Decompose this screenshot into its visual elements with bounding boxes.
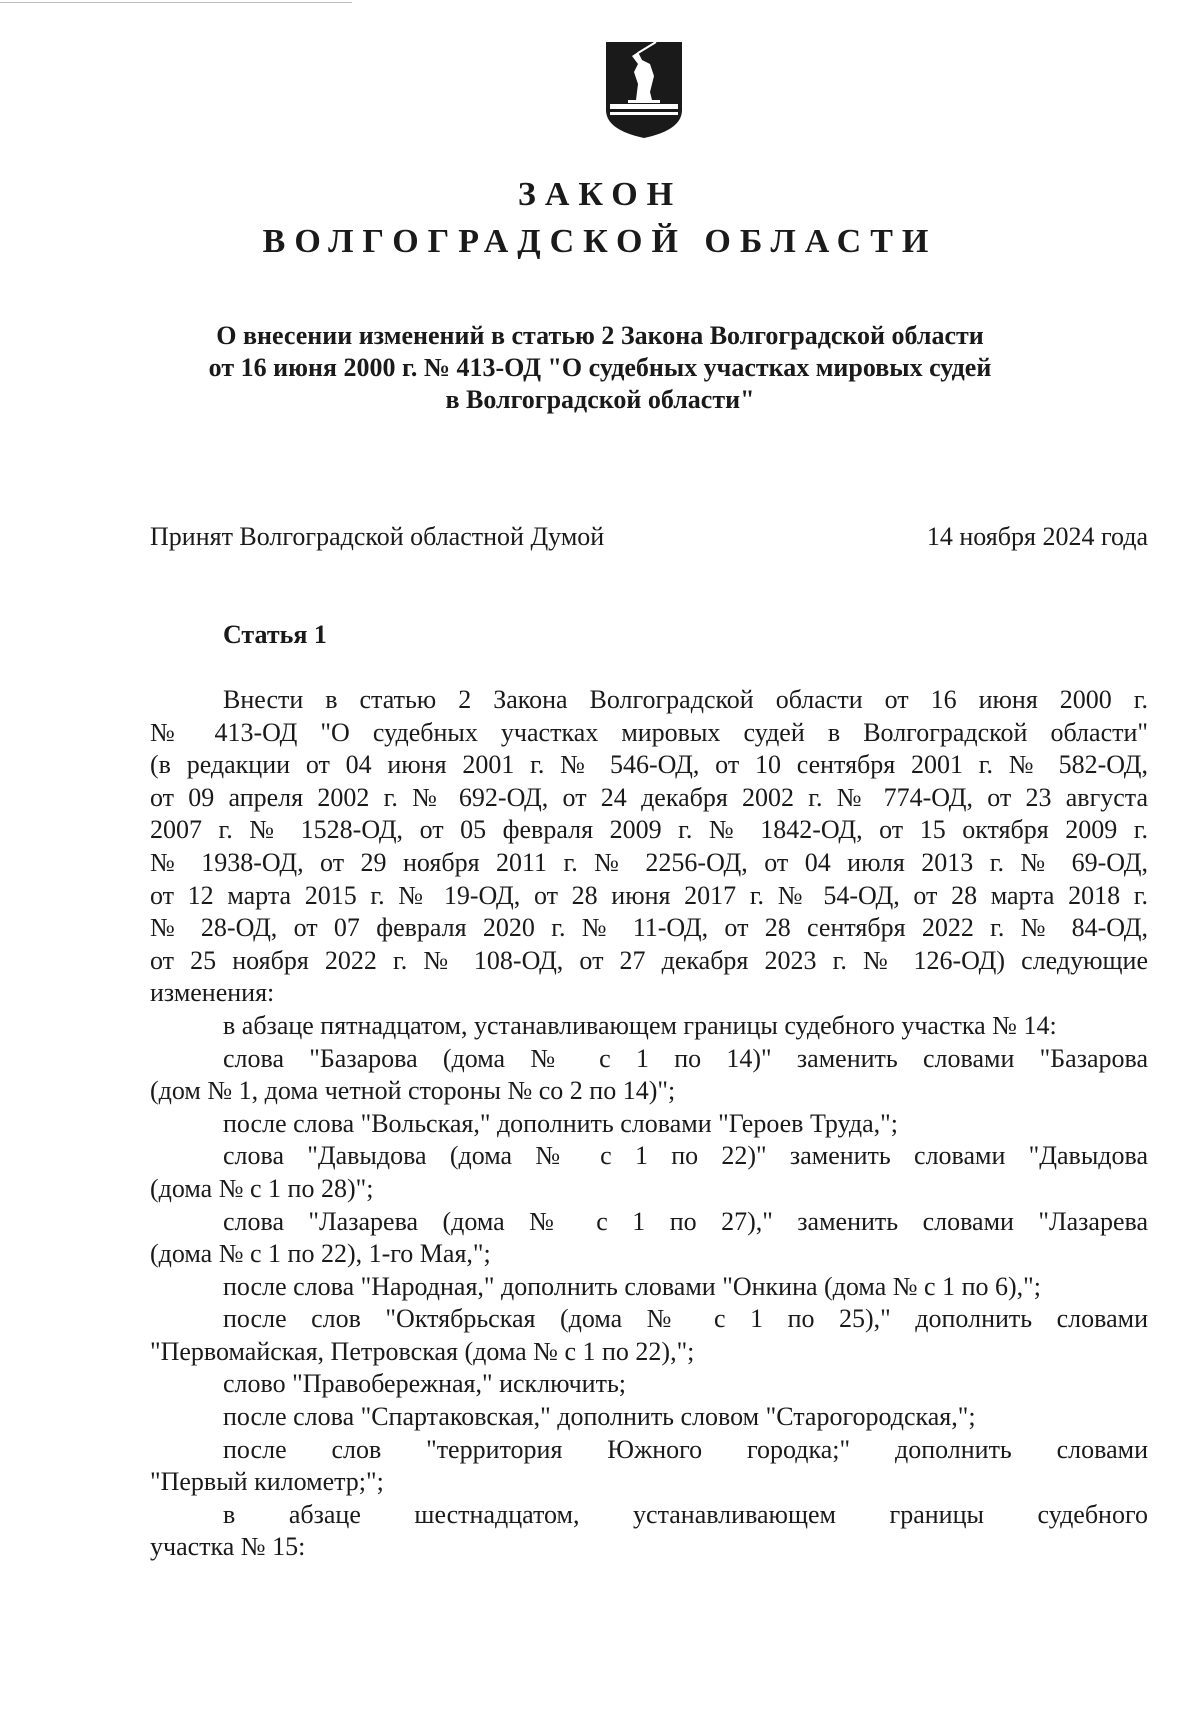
body-line: слова "Давыдова (дома № с 1 по 22)" заменить словами "Давыдова [223, 1141, 1148, 1171]
body-line: слова "Лазарева (дома № с 1 по 27)," заменить словами "Лазарева [223, 1206, 1148, 1236]
body-line: (дом № 1, дома четной стороны № со 2 по 14)"; [150, 1076, 676, 1106]
law-region-title: ВОЛГОГРАДСКОЙ ОБЛАСТИ [262, 223, 938, 260]
body-line: от 25 ноября 2022 г. № 108-ОД, от 27 декабря 2023 г. № 126-ОД) следующие [150, 945, 1148, 975]
body-line: в абзаце шестнадцатом, устанавливающем границы судебного [223, 1499, 1148, 1529]
body-line: № 413-ОД "О судебных участках мировых судей в Волгоградской области" [150, 717, 1148, 747]
body-line: в абзаце пятнадцатом, устанавливающем границы судебного участка № 14: [223, 1010, 1057, 1040]
body-line: слова "Базарова (дома № с 1 по 14)" заменить словами "Базарова [223, 1043, 1148, 1073]
body-line: 2007 г. № 1528-ОД, от 05 февраля 2009 г. № 1842-ОД, от 15 октября 2009 г. [150, 815, 1148, 845]
scan-edge-line [0, 2, 352, 3]
body-line: (в редакции от 04 июня 2001 г. № 546-ОД, от 10 сентября 2001 г. № 582-ОД, [150, 750, 1148, 780]
subject-line: в Волгоградской области" [445, 385, 755, 414]
adoption-row [150, 522, 1148, 552]
body-line: после слова "Вольская," дополнить словами "Героев Труда,"; [223, 1108, 898, 1138]
law-title: ЗАКОН [517, 176, 683, 213]
article-heading: Статья 1 [223, 620, 327, 649]
body-line: Внести в статью 2 Закона Волгоградской области от 16 июня 2000 г. [223, 685, 1148, 714]
adopted-date: 14 ноября 2024 года [926, 522, 1148, 551]
law-subject [150, 320, 1050, 416]
body-line: № 28-ОД, от 07 февраля 2020 г. № 11-ОД, от 28 сентября 2022 г. № 84-ОД, [150, 913, 1148, 943]
body-line: после слова "Спартаковская," дополнить словом "Старогородская,"; [223, 1402, 976, 1432]
subject-line: О внесении изменений в статью 2 Закона Волгоградской области [216, 321, 984, 350]
article-body [150, 684, 1148, 1564]
adopted-by: Принят Волгоградской областной Думой [150, 522, 605, 551]
body-line: "Первомайская, Петровская (дома № с 1 по 22),"; [150, 1336, 695, 1366]
body-line: от 09 апреля 2002 г. № 692-ОД, от 24 декабря 2002 г. № 774-ОД, от 23 августа [150, 782, 1148, 812]
body-line: изменения: [150, 978, 275, 1008]
body-line: (дома № с 1 по 22), 1-го Мая,"; [150, 1239, 491, 1269]
body-line: (дома № с 1 по 28)"; [150, 1173, 374, 1203]
subject-line: от 16 июня 2000 г. № 413-ОД "О судебных участках мировых судей [208, 353, 992, 382]
body-line: участка № 15: [150, 1532, 306, 1562]
body-line: от 12 марта 2015 г. № 19-ОД, от 28 июня 2017 г. № 54-ОД, от 28 марта 2018 г. [150, 880, 1148, 910]
body-line: "Первый километр;"; [150, 1467, 384, 1497]
body-line: после слова "Народная," дополнить словами "Онкина (дома № с 1 по 6),"; [223, 1271, 1041, 1301]
body-line: после слов "территория Южного городка;" дополнить словами [223, 1434, 1148, 1464]
coat-of-arms-emblem [604, 40, 684, 140]
body-line: № 1938-ОД, от 29 ноября 2011 г. № 2256-ОД, от 04 июля 2013 г. № 69-ОД, [150, 847, 1148, 877]
body-line: после слов "Октябрьская (дома № с 1 по 25)," дополнить словами [223, 1304, 1148, 1334]
body-line: слово "Правобережная," исключить; [223, 1369, 627, 1399]
